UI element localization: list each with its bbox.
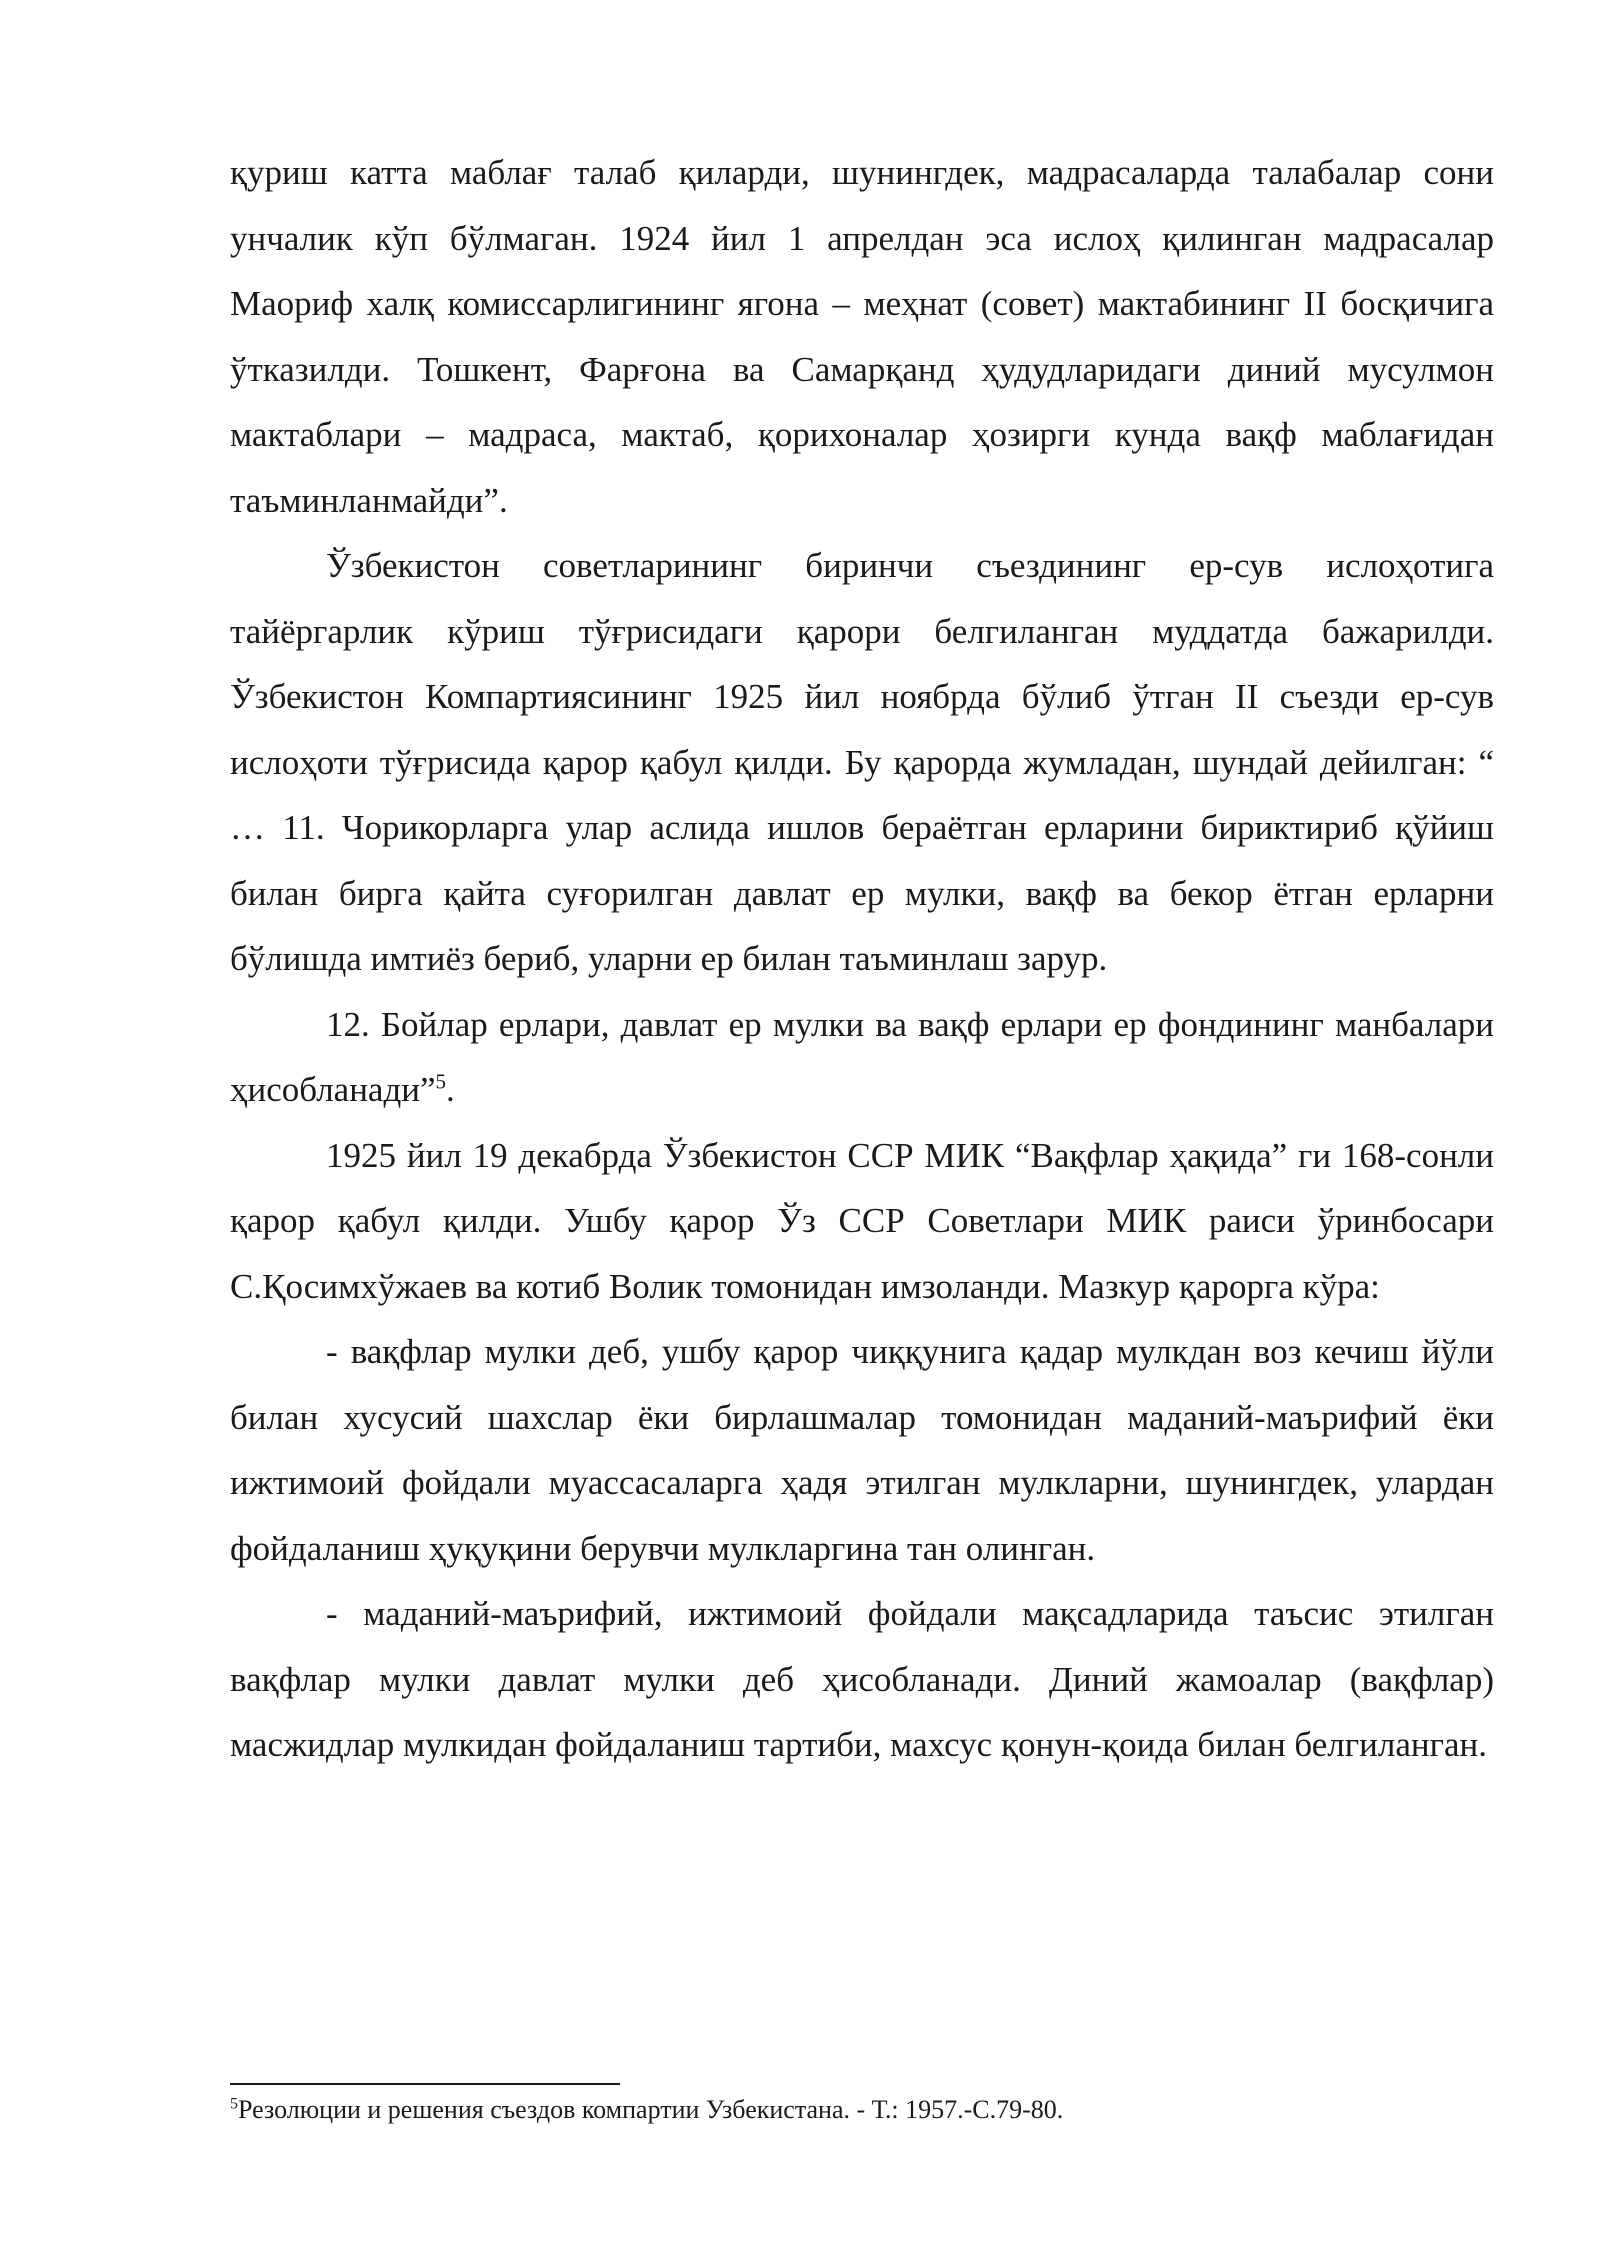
paragraph-2: Ўзбекистон советларининг биринчи съездининг ер-сув ислоҳотига тайёргарлик кўриш тўғрисидаги қарори белгиланган муддатда бажарилди. Ўзбекистон Компартиясининг 1925 йил ноябрда бўлиб ўтган II съезди ер-сув ислоҳоти тўғрисида қарор қабул қилди. Бу қарорда жумладан, шундай дейилган: “ … 11. Чорикорларга улар аслида ишлов бераётган ерларини бириктириб қўйиш билан бирга қайта суғорилган давлат ер мулки, вақф ва бекор ётган ерларни бўлишда имтиёз бериб, уларни ер билан таъминлаш зарур. (230, 546, 1494, 978)
document-body (230, 140, 1494, 1778)
paragraph-1: қуриш катта маблағ талаб қиларди, шунингдек, мадрасаларда талабалар сони унчалик кўп бўлмаган. 1924 йил 1 апрелдан эса ислоҳ қилинган мадрасалар Маориф халқ комиссарлигининг ягона – меҳнат (совет) мактабининг II босқичига ўтказилди. Тошкент, Фарғона ва Самарқанд ҳудудларидаги диний мусулмон мактаблари – мадраса, мактаб, қорихоналар ҳозирги кунда вақф маблағидан таъминланмайди”. (230, 153, 1494, 520)
footnote-separator (230, 2083, 620, 2085)
footnote (230, 2093, 1494, 2127)
footnote-reference: 5 (435, 1069, 447, 1094)
paragraph-3-tail: . (446, 1070, 455, 1109)
paragraph-3-text: 12. Бойлар ерлари, давлат ер мулки ва вақф ерлари ер фондининг манбалари ҳисобланади” (230, 1004, 1494, 1109)
paragraph-4: 1925 йил 19 декабрда Ўзбекистон ССР МИК “Вақфлар ҳақида” ги 168-сонли қарор қабул қилди. Ушбу қарор Ўз ССР Советлари МИК раиси ўринбосари С.Қосимхўжаев ва котиб Волик томонидан имзоланди. Мазкур қарорга кўра: (230, 1135, 1494, 1306)
paragraph-6: - маданий-маърифий, ижтимоий фойдали мақсадларида таъсис этилган вақфлар мулки давлат мулки деб ҳисобланади. Диний жамоалар (вақфлар) масжидлар мулкидан фойдаланиш тартиби, махсус қонун-қоида билан белгиланган. (230, 1594, 1494, 1764)
paragraph-5: - вақфлар мулки деб, ушбу қарор чиққунига қадар мулкдан воз кечиш йўли билан хусусий шахслар ёки бирлашмалар томонидан маданий-маърифий ёки ижтимоий фойдали муассасаларга ҳадя этилган мулкларни, шунингдек, улардан фойдаланиш ҳуқуқини берувчи мулкларгина тан олинган. (230, 1332, 1494, 1568)
footnote-mark: 5 (230, 2095, 238, 2113)
footnote-text: Резолюции и решения съездов компартии Узбекистана. - Т.: 1957.-С.79-80. (238, 2095, 1064, 2124)
paragraph-3 (230, 992, 1494, 1123)
